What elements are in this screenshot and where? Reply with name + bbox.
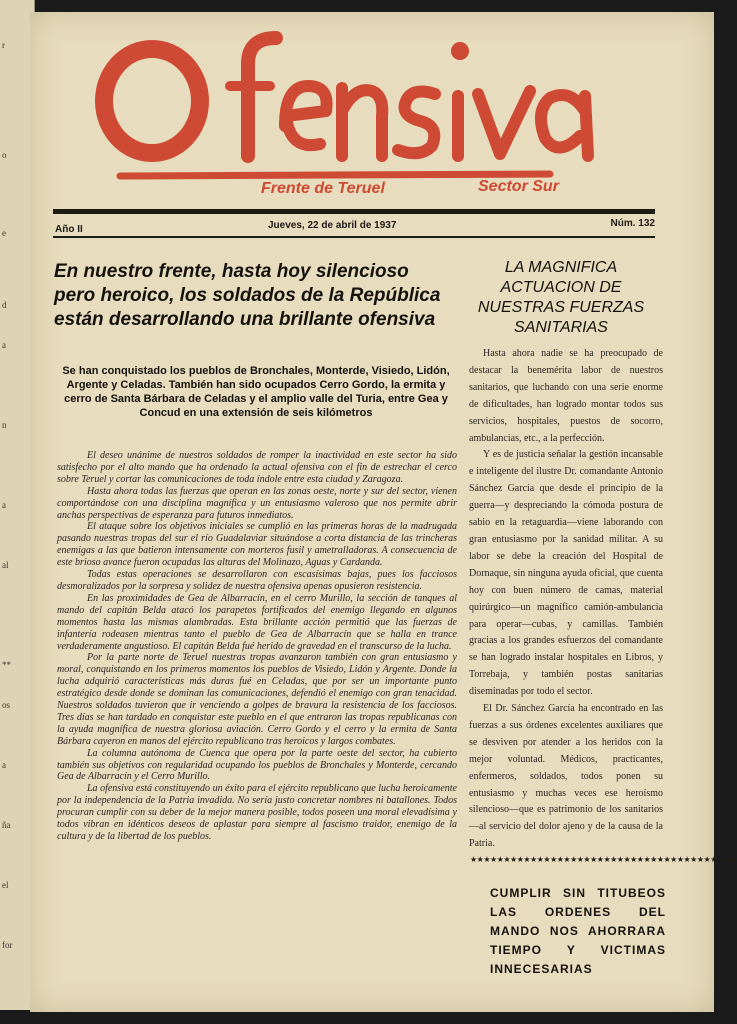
paragraph: La columna autónoma de Cuenca que opera por la parte oeste del sector, ha cubierto también sus objetivos con regularidad ocupando los pueblos de Bronchales y Monterde, cercando Gea de Albarracín y el Cerro Murillo. [57, 747, 457, 783]
paragraph: El Dr. Sánchez García ha encontrado en las fuerzas a sus órdenes excelentes auxiliares que se desviven por atender a los heridos con la mejor voluntad. Médicos, practicantes, enfermeros, soldados, todos ponen su entusiasmo y muchas veces ese heroísmo silencioso—que es patrimonio de los sanitarios—al servicio del dolor ajeno y de la causa de la Patria. [469, 703, 663, 850]
side-article-body [469, 346, 663, 853]
issue-date: Jueves, 22 de abril de 1937 [268, 220, 397, 231]
main-summary: Se han conquistado los pueblos de Bronchales, Monterde, Visiedo, Lidón, Argente y Celadas. También han sido ocupados Cerro Gordo, la ermita y cerro de Santa Bárbara de Celadas y el amplio valle del Turia, entre Gea y Concud en una extensión de seis kilómetros [62, 365, 450, 419]
masthead-logo [80, 16, 600, 186]
top-rule [53, 209, 655, 214]
paragraph: Todas estas operaciones se desarrollaron con escasísimas bajas, pues los facciosos desmoralizados por la sorpresa y solidez de nuestra ofensiva apenas opusieron resistencia. [57, 569, 457, 592]
dot-i [451, 42, 469, 60]
main-headline: En nuestro frente, hasta hoy silencioso pero heroico, los soldados de la República están desarrollando una brillante ofensiva [54, 261, 441, 330]
paragraph: La ofensiva está constituyendo un éxito para el ejército republicano que lucha heroicamente por la independencia de la Patria invadida. No sería justo concretar nombres ni batallones. Todos procuran cumplir con su deber de la mejor manera posible, todos poseen una moral elevadísima y todos vibran en idénticos deseos de aplastar para siempre al fascismo traidor, enemigo de la cultura y de la libertad de los pueblos. [57, 783, 457, 842]
paragraph: Hasta ahora todas las fuerzas que operan en las zonas oeste, norte y sur del sector, vienen comportándose con una disciplina magnífica y un entusiasmo valeroso que nos permite abrir anchas perspectivas de esperanza para futuros inmediatos. [57, 485, 457, 521]
main-article-body [57, 450, 457, 843]
issue-year: Año II [55, 224, 83, 235]
side-headline: LA MAGNIFICA ACTUACION DE NUESTRAS FUERZAS SANITARIAS [477, 259, 645, 336]
masthead [80, 16, 600, 186]
paragraph: Por la parte norte de Teruel nuestras tropas avanzaron también con gran entusiasmo y moral, conquistando en los primeros momentos los pueblos de Visiedo, Lidón y Argente. Donde la lucha adquirió características más duras fué en Celadas, que por ser un importante punto estratégico desde donde se dominan las comunicaciones, defendió el enemigo con gran tenacidad. Nuestros soldados tuvieron que ir venciendo a golpes de bravura la resistencia de los facciosos. Tres días se han tardado en conquistar este pueblo en el que entraron las tropas republicanas con la ayuda magnífica de nuestra gloriosa aviación. Cerro Gordo y el cerro y la ermita de Santa Bárbara cayeron en manos del ejército republicano tras heroicos y largos combates. [57, 652, 457, 747]
bottom-rule [53, 236, 655, 238]
paragraph: Y es de justicia señalar la gestión incansable e inteligente del ilustre Dr. comandante Antonio Sánchez García que desde el principio de la guerra—y despreciando la cómoda postura de sabio en la retaguardia—viene laborando con gran entusiasmo por la sanidad militar. A su labor se debe la creación del Hospital de Dornaque, sin ninguna ayuda oficial, que cuenta hoy con buen número de camas, material quirúrgico—un magnífico camión-ambulancia para operar—cubas, y camillas. También gracias a los grandes esfuerzos del comandante se han logrado instalar hospitales en Libros, y Torrebaja, y también postas sanitarias diseminadas por todo el sector. [469, 449, 663, 698]
paragraph: El deseo unánime de nuestros soldados de romper la inactividad en este sector ha sido satisfecho por el alto mando que ha ordenado la actual ofensiva con el fin de estrechar el cerco sobre Teruel y cortar las comunicaciones de toda índole entre esta ciudad y Zaragoza. [57, 450, 457, 485]
paragraph: Hasta ahora nadie se ha preocupado de destacar la benemérita labor de nuestros sanitarios, que luchando con una serie enorme de dificultades, han logrado montar todos sus servicios, hospitales, puestos de socorro, ambulancias, etc., a la perfección. [469, 348, 663, 444]
paragraph: El ataque sobre los objetivos iniciales se cumplió en las primeras horas de la madrugada pasando nuestras tropas del sur el río Guadalaviar situándose a corta distancia de las trincheras enemigas a las que batieron intensamente con morteros fusil y ametralladoras. A consecuencia de este brioso avance fueron ocupadas las alturas del Molinazo, Aguas y Cardanda. [57, 521, 457, 569]
subtitle-right: Sector Sur [478, 178, 559, 195]
subtitle-left: Frente de Teruel [261, 180, 385, 197]
star-separator: ★★★★★★★★★★★★★★★★★★★★★★★★★★★★★★★★★★★★★★★★ [470, 855, 737, 864]
paragraph: En las proximidades de Gea de Albarracín, en el cerro Murillo, la sección de tanques al mando del capitán Belda atacó los parapetos fortificados del enemigo llegando en algunos momentos hasta las mismas alambradas. Esta brillante acción permitió que las fuerzas de infantería rodeasen mientras tanto el pueblo de Gea de Albarracín que se halla en trance verdaderamente angustioso. El capitán Belda fué herido de gravedad en el transcurso de la lucha. [57, 592, 457, 652]
adjacent-page-edge: r o e d a n a al ** os a ña el for [0, 0, 35, 1010]
slogan-box: CUMPLIR SIN TITUBEOS LAS ORDENES DEL MANDO NOS AHORRARA TIEMPO Y VICTIMAS INNECESARIAS [490, 886, 666, 976]
issue-number: Núm. 132 [610, 218, 655, 229]
